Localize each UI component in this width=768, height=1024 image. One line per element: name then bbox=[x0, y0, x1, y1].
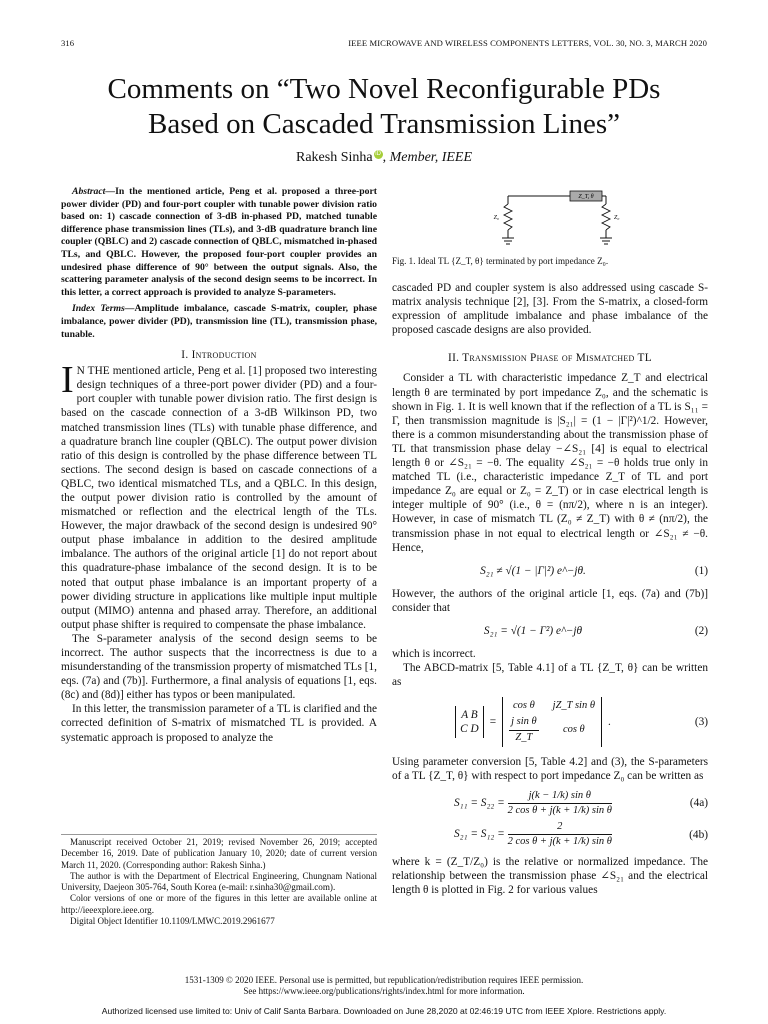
footnotes bbox=[61, 834, 377, 927]
index-terms bbox=[61, 303, 377, 341]
left-ground-icon bbox=[502, 238, 514, 244]
equation-3-number: (3) bbox=[694, 715, 708, 728]
intro-paragraph-1: I N THE mentioned article, Peng et al. [1] proposed two interesting design techniques of a three-port power divider (PD) and a four-port coupler with tunable power division ratio. The first design is based on the cascade connection of a 3-dB Wilkinson PD, two matched transmission lines (TLs) with tunable phase difference, and a quadrature branch line coupler (QBLC). The output power division ratio of this design is controlled by the phase difference between TL sections. The second design is based on cascade connections of a QBLC, two identical mismatched TLs, and a QBLC. In this design, the output power division ratio is controlled by the amount of mismatched or reflection and the electrical length of the TLs. However, the major drawback of the second design is undesired 90° output phase imbalance in addition to the desired amplitude imbalance. The authors of the original article [1] do not report about this quadrature-phase imbalance of the second design. It is to be noted that output phase imbalance is an important property of a power dividing structure in applications like multiple input multiple output (MIMO) antenna and phased array. Therefore, an additional output phase shifter is required to compensate the phase imbalance. bbox=[61, 359, 377, 631]
introduction-body bbox=[61, 359, 377, 745]
equation-4a-body: S₁₁ = S₂₂ = $\frac{\text{j(k − 1/k) sin θ}}{\text{2 cos θ + j(k + 1/k) sin θ}}$ bbox=[454, 789, 612, 816]
abcd-matrix: A B C D bbox=[455, 706, 484, 738]
drop-cap: I bbox=[61, 359, 74, 402]
equation-3 bbox=[392, 697, 708, 746]
equation-4a bbox=[392, 789, 708, 818]
equation-4b-body: S₂₁ = S₁₂ = $\frac{2}{\text{2 cos θ + j(k + 1/k) sin θ}}$ bbox=[454, 821, 612, 848]
title-line-1: Comments on “Two Novel Reconfigurable PDs bbox=[107, 73, 661, 105]
right-intro-paragraph: cascaded PD and coupler system is also addressed using cascade S-matrix analysis technique [2], [3]. From the S-matrix, a closed-form expression of amplitude imbalance and phase imbalance of the proposed cascade designs are also provided. bbox=[392, 282, 708, 337]
tl-matrix: cos θ jZ_T sin θ $\frac{\text{j sin θ}}{Z\_T}$ cos θ bbox=[502, 697, 602, 746]
section2-paragraph-3: which is incorrect. bbox=[392, 648, 476, 661]
z0-left-label: Z₀ bbox=[493, 215, 499, 221]
orcid-icon[interactable]: iD bbox=[375, 151, 381, 158]
equation-2-body: S₂₁ = √(1 − Γ²) e^−jθ bbox=[483, 624, 583, 637]
figure-1-caption: Fig. 1. Ideal TL {Z_T, θ} terminated by port impedance Z₀. bbox=[392, 256, 609, 266]
section-heading-introduction: I. Introduction bbox=[181, 349, 257, 362]
figure-1-schematic bbox=[488, 186, 624, 252]
equation-1-body: S₂₁ ≠ √(1 − |Γ|²) e^−jθ. bbox=[480, 564, 586, 577]
equation-4b bbox=[392, 820, 708, 849]
author-name: Rakesh Sinha bbox=[295, 150, 373, 165]
paper-title bbox=[0, 72, 768, 142]
intro-paragraph-2: The S-parameter analysis of the second design seems to be incorrect. The author suspects that the incorrectness is due to a misunderstanding of the transmission property of mismatched TLs [1, eqs. (7a) and (7b)]. Furthermore, a final analysis of equations [1, eqs. (8c) and (8d)] either has typos or been manipulated. bbox=[61, 632, 377, 702]
right-ground-icon bbox=[600, 238, 612, 244]
equation-2-number: (2) bbox=[694, 624, 708, 637]
equation-1-number: (1) bbox=[694, 564, 708, 577]
abstract-text: In the mentioned article, Peng et al. proposed a three-port power divider (PD) and four-port coupler with tunable power division ratio based on: 1) cascade connection of 3-dB in-phased PD, matched tunable difference phase transmission lines (TLs), and 3-dB quadrature branch line coupler (QBLC) and 2) cascade connection of QBLC, mismatched in-phased TLs, and QBLC. However, the proposed four-port coupler provides an undesired phase difference of 90° between the output signals. Also, the scattering parameter analysis of the second design seems to be incorrect. In this letter, a correct approach is provided to analyze S-parameters. bbox=[61, 186, 377, 298]
section2-paragraph-5: Using parameter conversion [5, Table 4.2] and (3), the S-parameters of a TL {Z_T, θ} with respect to port impedance Z₀ can be written as bbox=[392, 755, 708, 782]
index-terms-label: Index Terms— bbox=[72, 303, 135, 315]
section-heading-transmission-phase: II. Transmission Phase of Mismatched TL bbox=[448, 352, 652, 365]
authorized-use-notice: Authorized licensed use limited to: Univ of Calif Santa Barbara. Downloaded on June 28,2020 at 02:46:19 UTC from IEEE Xplore. Restrictions apply. bbox=[101, 1006, 667, 1016]
abstract bbox=[61, 186, 377, 299]
journal-header: IEEE MICROWAVE AND WIRELESS COMPONENTS LETTERS, VOL. 30, NO. 3, MARCH 2020 bbox=[348, 38, 707, 48]
copyright-line-2: See https://www.ieee.org/publications/rights/index.html for more information. bbox=[243, 986, 525, 996]
copyright-notice bbox=[0, 975, 768, 997]
author-line: Rakesh Sinha iD , Member, IEEE bbox=[295, 150, 473, 165]
tl-label: Z_T, θ bbox=[578, 194, 594, 200]
equation-4b-number: (4b) bbox=[689, 828, 708, 841]
abstract-label: Abstract— bbox=[72, 186, 116, 197]
right-column bbox=[392, 281, 708, 897]
title-line-2: Based on Cascaded Transmission Lines” bbox=[147, 108, 620, 140]
equation-4a-number: (4a) bbox=[689, 797, 708, 810]
footnote-color: Color versions of one or more of the figures in this letter are available online at http://ieeexplore.ieee.org. bbox=[61, 893, 377, 915]
section2-paragraph-1: Consider a TL with characteristic impedance Z_T and electrical length θ are terminated by port impedance Z₀, and the schematic is shown in Fig. 1. It is well known that if the reflection of a TL is S₁₁ = Γ, then transmission magnitude is |S₂₁| = (1 − |Γ|²)^1/2. However, there is a common misunderstanding about the transmission phase of TL that transmission phase delay −∠S₂₁ [4] is equal to electrical length θ or ∠S₂₁ = −θ. The equality ∠S₂₁ = −θ holds true only in matched TL (i.e., characteristic impedance Z_T of TL and port impedance Z₀ are equal or Z₀ = Z_T) or in case electrical length is integer multiple of 90° (i.e., θ = (nπ/2), where n is an integer). However, in case of mismatch TL (Z₀ ≠ Z_T) with θ ≠ (nπ/2), the transmission phase in not equal to electrical length or ∠S₂₁ ≠ −θ. Hence, bbox=[392, 372, 708, 554]
section2-paragraph-4: The ABCD-matrix [5, Table 4.1] of a TL {Z_T, θ} can be written as bbox=[392, 662, 708, 689]
author-affiliation: Member, IEEE bbox=[389, 150, 473, 165]
equation-1 bbox=[392, 564, 708, 578]
left-column bbox=[61, 186, 377, 745]
equation-3-body: A B C D = cos θ jZ_T sin θ $\frac{\text{j sin θ}}{Z\_T}$ cos θ . bbox=[392, 697, 674, 746]
z0-right-label: Z₀ bbox=[614, 215, 620, 221]
left-resistor bbox=[504, 204, 512, 230]
section2-paragraph-2: However, the authors of the original article [1, eqs. (7a) and (7b)] consider that bbox=[392, 587, 708, 614]
equation-2 bbox=[392, 624, 708, 638]
footnote-doi: Digital Object Identifier 10.1109/LMWC.2019.2961677 bbox=[70, 916, 275, 927]
footnote-manuscript: Manuscript received October 21, 2019; revised November 26, 2019; accepted December 16, 2019. Date of publication January 10, 2020; date of current version March 11, 2020. (Corresponding author: Rakesh Sinha.) bbox=[61, 837, 377, 870]
index-terms-text: Amplitude imbalance, cascade S-matrix, coupler, phase imbalance, power divider (PD), transmission line (TL), transmission phase, tunable. bbox=[61, 303, 377, 340]
page-number: 316 bbox=[61, 38, 75, 48]
section2-paragraph-6: where k = (Z_T/Z₀) is the relative or normalized impedance. The relationship between the transmission phase ∠S₂₁ and the electrical length θ is plotted in Fig. 2 for various values bbox=[392, 856, 708, 897]
intro-paragraph-3: In this letter, the transmission parameter of a TL is clarified and the corrected definition of S-matrix of mismatched TL is provided. A systematic approach is proposed to analyze the bbox=[61, 703, 377, 744]
copyright-line-1: 1531-1309 © 2020 IEEE. Personal use is permitted, but republication/redistribution requires IEEE permission. bbox=[184, 975, 584, 985]
footnote-affiliation: The author is with the Department of Electrical Engineering, Chungnam National University, Daejeon 305-764, South Korea (e-mail: r.sinha30@gmail.com). bbox=[61, 870, 377, 893]
right-resistor bbox=[602, 204, 610, 230]
